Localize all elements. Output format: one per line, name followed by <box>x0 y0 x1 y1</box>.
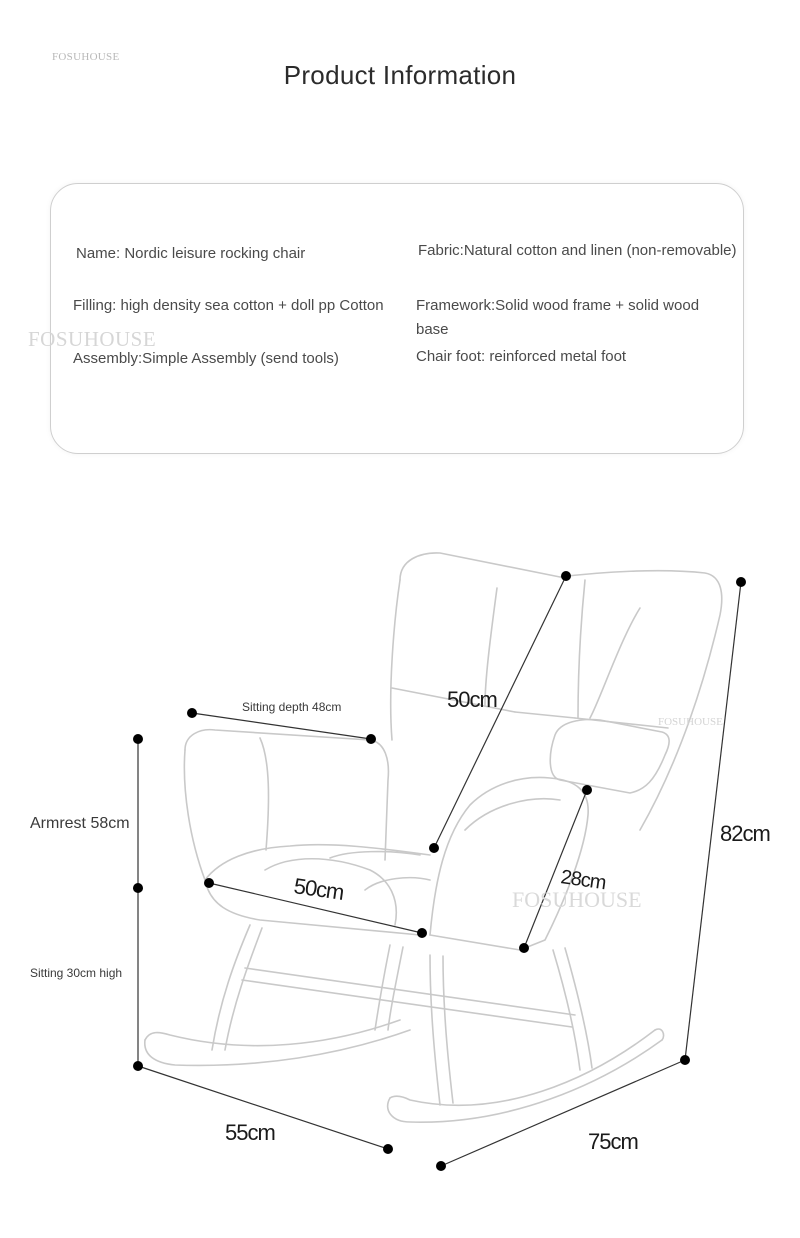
marker-dot <box>436 1161 446 1171</box>
depth-label: 55cm <box>225 1120 275 1145</box>
sitting-height-label: Sitting 30cm high <box>30 966 123 980</box>
width-line <box>441 1060 685 1166</box>
marker-dot <box>680 1055 690 1065</box>
marker-dot <box>133 734 143 744</box>
brand-watermark-diagram: FOSUHOUSE <box>512 887 642 912</box>
width-label: 75cm <box>588 1129 638 1154</box>
spec-fabric: Fabric:Natural cotton and linen (non-removable) <box>418 242 737 259</box>
marker-dot <box>204 878 214 888</box>
marker-dot <box>133 883 143 893</box>
marker-dot <box>417 928 427 938</box>
sitting-depth-line <box>192 713 371 739</box>
marker-dot <box>519 943 529 953</box>
page-title: Product Information <box>283 60 517 90</box>
marker-dot <box>429 843 439 853</box>
arm-width-label: 28cm <box>559 866 607 895</box>
brand-watermark-small: FOSUHOUSE <box>658 716 723 728</box>
marker-dot <box>133 1061 143 1071</box>
brand-watermark: FOSUHOUSE <box>28 327 157 351</box>
spec-framework: Framework:Solid wood frame + solid wood base <box>416 297 700 338</box>
backrest-label: 50cm <box>447 687 497 712</box>
armrest-label: Armrest 58cm <box>30 815 130 832</box>
marker-dot <box>736 577 746 587</box>
seat-width-label: 50cm <box>292 873 346 905</box>
chair-outline <box>145 553 722 1122</box>
marker-dot <box>187 708 197 718</box>
sitting-depth-label: Sitting depth 48cm <box>242 700 342 714</box>
brand-logo-top: FOSUHOUSE <box>52 51 120 63</box>
total-height-label: 82cm <box>720 821 770 846</box>
marker-dot <box>582 785 592 795</box>
spec-filling: Filling: high density sea cotton + doll pp Cotton <box>73 297 384 314</box>
marker-dot <box>366 734 376 744</box>
marker-dot <box>561 571 571 581</box>
marker-dot <box>383 1144 393 1154</box>
spec-chair-foot: Chair foot: reinforced metal foot <box>416 348 627 365</box>
spec-assembly: Assembly:Simple Assembly (send tools) <box>73 350 339 367</box>
spec-name: Name: Nordic leisure rocking chair <box>76 245 306 262</box>
